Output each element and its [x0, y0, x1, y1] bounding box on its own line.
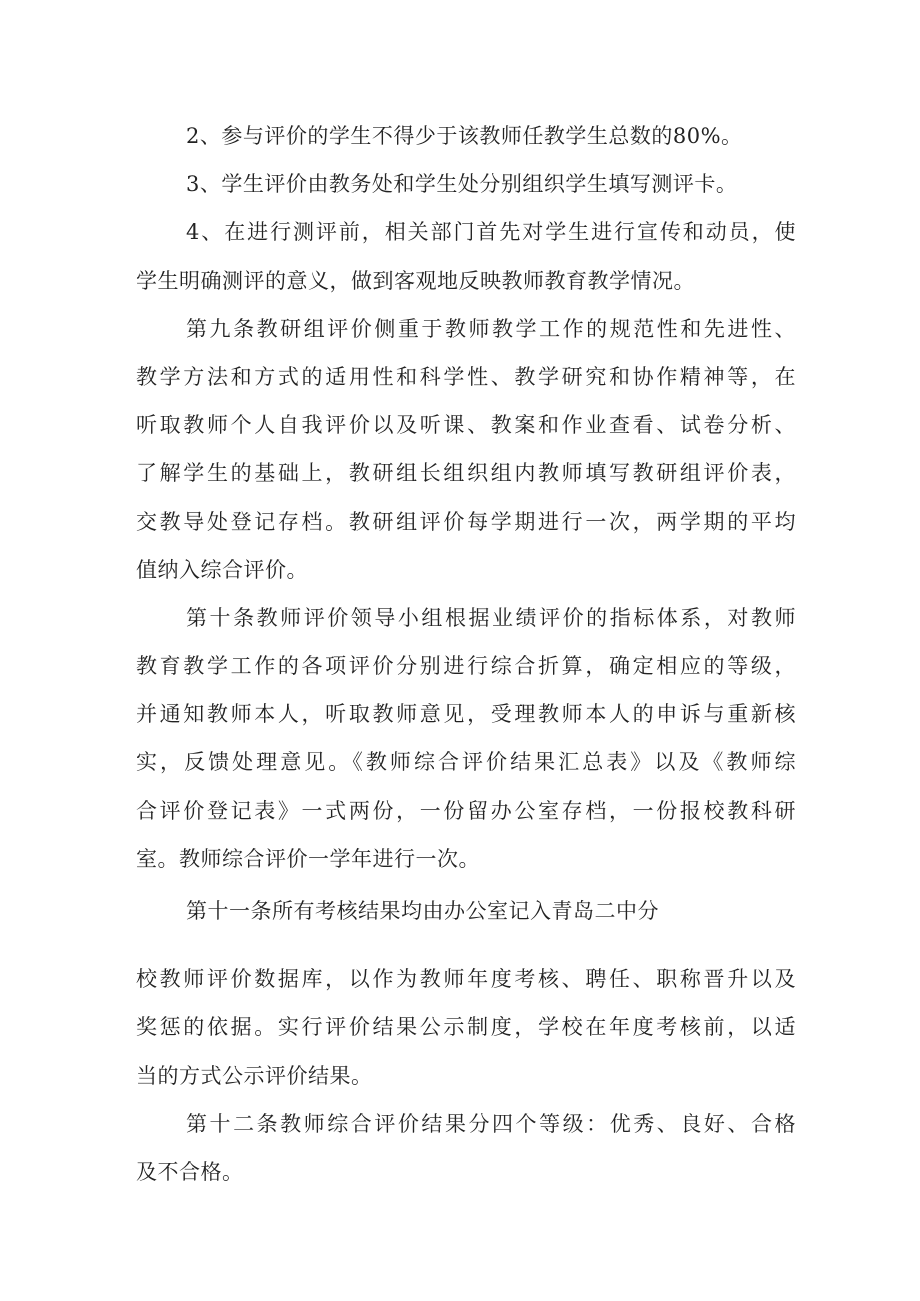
- article-9-line-2: 教学方法和方式的适用性和科学性、教学研究和协作精神等，在: [136, 364, 796, 389]
- article-11-line-4: 当的方式公示评价结果。: [136, 1063, 373, 1088]
- article-11-line-3: 奖惩的依据。实行评价结果公示制度，学校在年度考核前，以适: [136, 1015, 796, 1040]
- item-2: 2、参与评价的学生不得少于该教师任教学生总数的80%。: [186, 124, 743, 148]
- article-11-line-1: 第十一条所有考核结果均由办公室记入青岛二中分: [186, 899, 659, 923]
- article-12-line-1: 第十二条教师综合评价结果分四个等级：优秀、良好、合格: [186, 1111, 796, 1136]
- article-10-line-1: 第十条教师评价领导小组根据业绩评价的指标体系，对教师: [186, 605, 796, 630]
- article-10-line-5: 合评价登记表》一式两份，一份留办公室存档，一份报校教科研: [136, 798, 796, 823]
- document-body: [136, 112, 796, 1196]
- item-4-line-1: 4、在进行测评前，相关部门首先对学生进行宣传和动员，使: [186, 220, 796, 245]
- article-9-line-3: 听取教师个人自我评价以及听课、教案和作业查看、试卷分析、: [136, 413, 796, 438]
- article-9-line-1: 第九条教研组评价侧重于教师教学工作的规范性和先进性、: [186, 316, 796, 341]
- item-3: 3、学生评价由教务处和学生处分别组织学生填写测评卡。: [186, 172, 738, 197]
- article-9-line-6: 值纳入综合评价。: [136, 557, 308, 582]
- article-11-line-2: 校教师评价数据库，以作为教师年度考核、聘任、职称晋升以及: [136, 967, 796, 992]
- article-10-line-2: 教育教学工作的各项评价分别进行综合折算，确定相应的等级，: [136, 654, 796, 679]
- item-4-line-2: 学生明确测评的意义，做到客观地反映教师教育教学情况。: [136, 268, 695, 293]
- article-10-line-6: 室。教师综合评价一学年进行一次。: [136, 846, 480, 871]
- article-10-line-3: 并通知教师本人，听取教师意见，受理教师本人的申诉与重新核: [136, 702, 796, 727]
- article-9-line-5: 交教导处登记存档。教研组评价每学期进行一次，两学期的平均: [136, 509, 796, 534]
- article-12-line-2: 及不合格。: [136, 1159, 244, 1184]
- article-9-line-4: 了解学生的基础上，教研组长组织组内教师填写教研组评价表，: [136, 461, 796, 486]
- article-10-line-4: 实，反馈处理意见。《教师综合评价结果汇总表》以及《教师综: [136, 750, 796, 775]
